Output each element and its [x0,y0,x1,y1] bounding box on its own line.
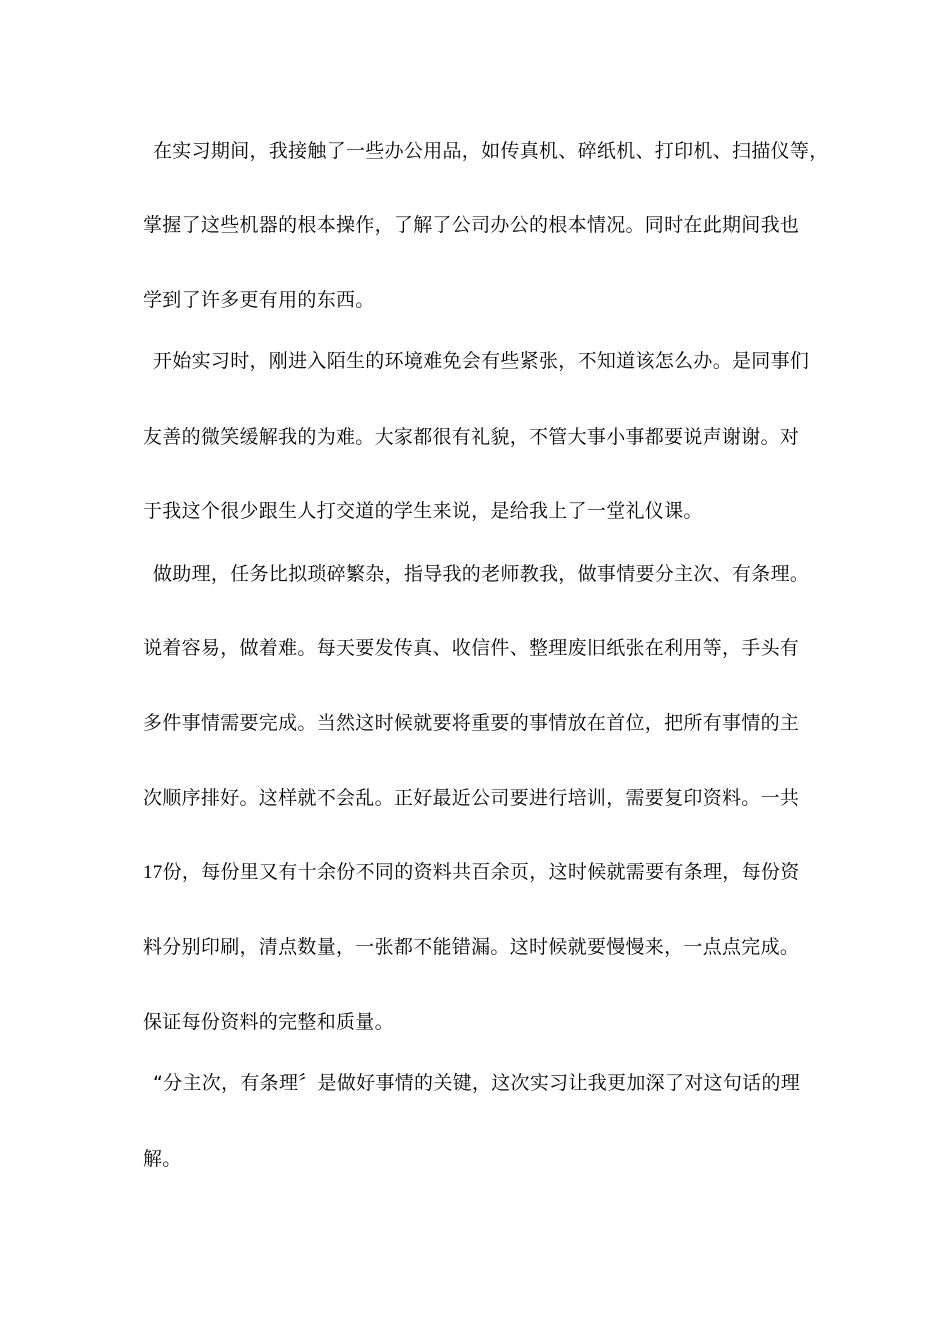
copies-count: 17 [143,862,163,883]
paragraph-3-line-2: 说着容易，做着难。每天要发传真、收信件、整理废旧纸张在利用等，手头有 [143,637,800,659]
paragraph-2-line-1: 开始实习时，刚进入陌生的环境难免会有些紧张，不知道该怎么办。是同事们 [153,350,810,372]
paragraph-2-line-2: 友善的微笑缓解我的为难。大家都很有礼貌，不管大事小事都要说声谢谢。对 [143,426,800,448]
paragraph-2-line-3: 于我这个很少跟生人打交道的学生来说，是给我上了一堂礼仪课。 [143,500,703,522]
paragraph-3-line-4: 次顺序排好。这样就不会乱。正好最近公司要进行培训，需要复印资料。一共 [143,787,800,809]
paragraph-3-line-6: 料分别印刷，清点数量，一张都不能错漏。这时候就要慢慢来，一点点完成。 [143,936,800,958]
paragraph-3-line-1: 做助理，任务比拟琐碎繁杂，指导我的老师教我，做事情要分主次、有条理。 [153,563,810,585]
paragraph-3-line-3: 多件事情需要完成。当然这时候就要将重要的事情放在首位，把所有事情的主 [143,712,800,734]
paragraph-3-line-5 [143,860,800,885]
paragraph-4-line-1: “分主次，有条理〞是做好事情的关键，这次实习让我更加深了对这句话的理 [153,1072,801,1094]
paragraph-1-line-1: 在实习期间，我接触了一些办公用品，如传真机、碎纸机、打印机、扫描仪等， [153,140,829,162]
paragraph-3-line-7: 保证每份资料的完整和质量。 [143,1011,394,1033]
paragraph-1-line-3: 学到了许多更有用的东西。 [143,289,375,311]
paragraph-3-line-5-text: 份，每份里又有十余份不同的资料共百余页，这时候就需要有条理，每份资 [162,861,800,883]
paragraph-4-line-2: 解。 [143,1148,182,1170]
paragraph-1-line-2: 掌握了这些机器的根本操作，了解了公司办公的根本情况。同时在此期间我也 [143,214,800,236]
